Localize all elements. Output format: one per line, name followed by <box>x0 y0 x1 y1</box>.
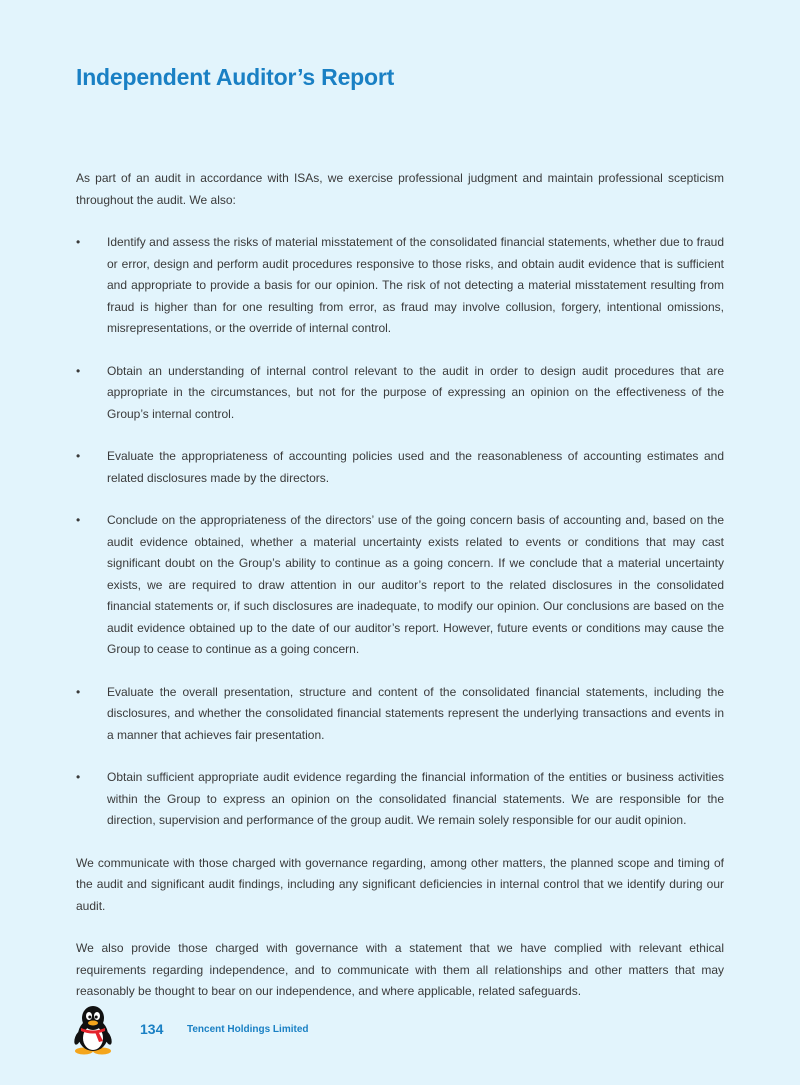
closing-paragraph-independence: We also provide those charged with governance with a statement that we have complied with relevant ethical requirements regarding independence, and to communicate with them all relationships and other matters that may reasonably be thought to bear on our independence, and where applicable, related safeguards. <box>76 941 724 998</box>
bullet-item-internal-control <box>76 361 724 426</box>
bullet-item-going-concern <box>76 510 724 661</box>
bullet-icon: • <box>76 770 81 784</box>
page-number: 134 <box>140 1021 164 1037</box>
report-body <box>76 168 724 1024</box>
bullet-text: Obtain sufficient appropriate audit evidence regarding the financial information of the entities or business activities within the Group to express an opinion on the consolidated financial statements. We are responsible for the direction, supervision and performance of the group audit. We remain solely responsible for our audit opinion. <box>107 770 724 827</box>
bullet-item-group-audit <box>76 767 724 832</box>
bullet-icon: • <box>76 449 81 463</box>
bullet-icon: • <box>76 235 81 249</box>
bullet-text: Obtain an understanding of internal control relevant to the audit in order to design audit procedures that are appropriate in the circumstances, but not for the purpose of expressing an opinion on the effectiveness of the Group’s internal control. <box>107 363 724 421</box>
page-footer <box>72 1005 472 1055</box>
bullet-text: Evaluate the overall presentation, structure and content of the consolidated financial statements, including the disclosures, and whether the consolidated financial statements represent the underlying transactions and events in a manner that achieves fair presentation. <box>107 684 724 742</box>
bullet-icon: • <box>76 513 81 527</box>
bullet-text: Conclude on the appropriateness of the directors’ use of the going concern basis of accounting and, based on the audit evidence obtained, whether a material uncertainty exists related to events or conditions that may cast significant doubt on the Group’s ability to continue as a going concern. If we conclude that a material uncertainty exists, we are required to draw attention in our auditor’s report to the related disclosures in the consolidated financial statements or, if such disclosures are inadequate, to modify our opinion. Our conclusions are based on the audit evidence obtained up to the date of our auditor’s report. However, future events or conditions may cause the Group to cease to continue as a going concern. <box>107 513 724 656</box>
bullet-icon: • <box>76 684 81 699</box>
closing-paragraph-governance: We communicate with those charged with governance regarding, among other matters, the planned scope and timing of the audit and significant audit findings, including any significant deficiencies in internal control that we identify during our audit. <box>76 855 724 913</box>
company-name: Tencent Holdings Limited <box>187 1024 309 1035</box>
penguin-logo-icon <box>72 1005 114 1055</box>
intro-paragraph: As part of an audit in accordance with ISAs, we exercise professional judgment and maintain professional scepticism throughout the audit. We also: <box>76 171 724 207</box>
bullet-text: Identify and assess the risks of material misstatement of the consolidated financial statements, whether due to fraud or error, design and perform audit procedures responsive to those risks, and obtain audit evidence that is sufficient and appropriate to provide a basis for our opinion. The risk of not detecting a material misstatement resulting from fraud is higher than for one resulting from error, as fraud may involve collusion, forgery, intentional omissions, misrepresentations, or the override of internal control. <box>107 235 724 335</box>
page-title: Independent Auditor’s Report <box>76 64 395 90</box>
bullet-item-risk-assessment <box>76 232 724 340</box>
bullet-text: Evaluate the appropriateness of accounting policies used and the reasonableness of accounting estimates and related disclosures made by the directors. <box>107 449 724 485</box>
bullet-item-accounting-policies <box>76 446 724 489</box>
bullet-icon: • <box>76 363 81 378</box>
bullet-item-presentation <box>76 682 724 747</box>
